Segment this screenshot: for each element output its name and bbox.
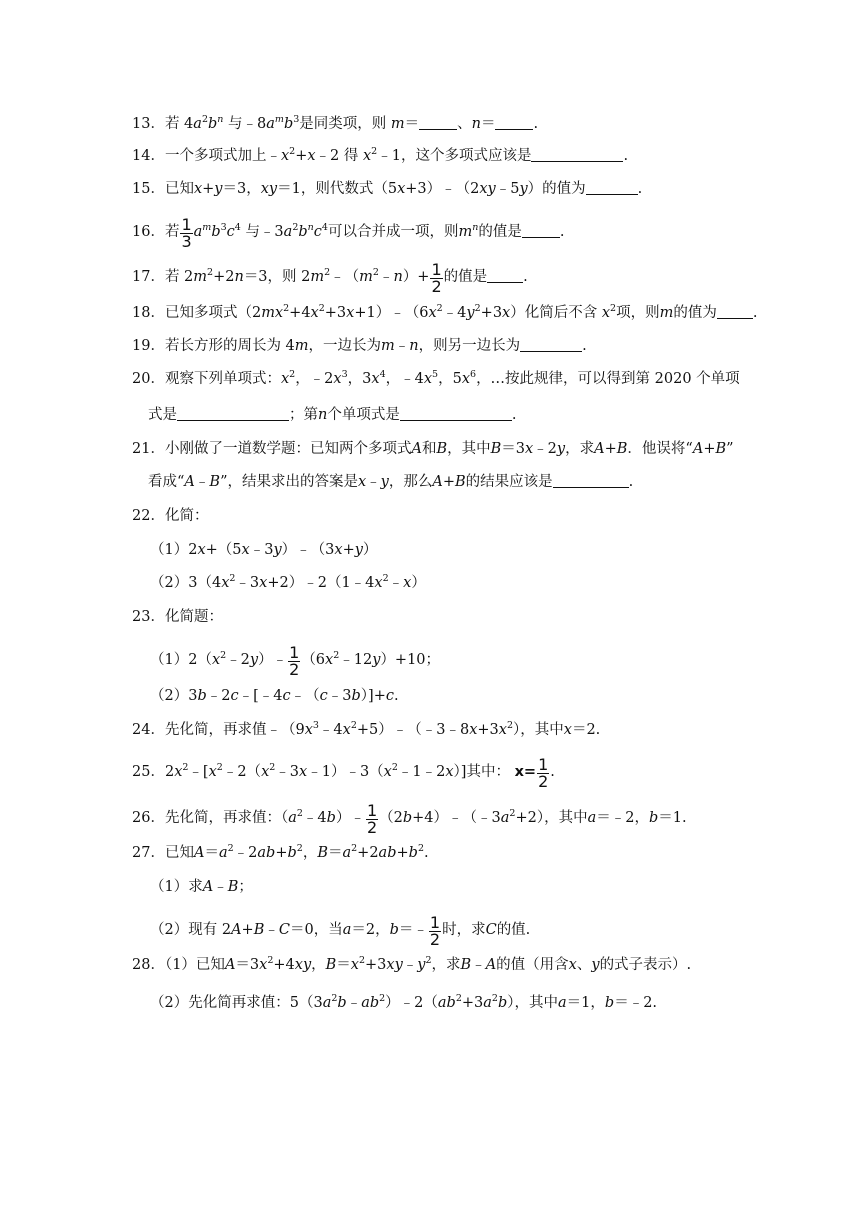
- fraction: $\frac{1}{2}$: [289, 643, 300, 679]
- problem-21-cont: 看成“A﹣B”，结果求出的答案是x﹣y，那么A+B的结果应该是 .: [148, 474, 634, 490]
- problem-27-part-1: （1）求A﹣B；: [150, 879, 253, 895]
- answer-blank[interactable]: [522, 223, 560, 238]
- problem-26: 26．先化简，再求值：$(a^2﹣4b)﹣$ $\frac{1}{2}$ $(2b+4)﹣(﹣3a^2+2)$，其中a＝﹣2，b＝1.: [132, 801, 687, 837]
- fraction: $\frac{1}{2}$: [431, 260, 442, 296]
- problem-21: 21．小刚做了一道数学题：已知两个多项式A和B，其中B＝3x﹣2y，求A+B．他误将“A+B”: [132, 441, 734, 457]
- problem-18: 18．已知多项式$(2mx^2+4x^2+3x+1)﹣(6x^2﹣4y^2+3x)$化简后不含 $x^2$项，则m的值为 .: [132, 303, 758, 321]
- answer-blank[interactable]: [495, 115, 533, 130]
- answer-blank[interactable]: [717, 304, 753, 319]
- problem-27: 27．已知$A=a^2﹣2ab+b^2$，$B=a^2+2ab+b^2$.: [132, 843, 429, 861]
- problem-16: 16．若 $\frac{1}{3}$ $a^mb^3c^4$ 与$﹣3a^2b^nc^4$可以合并成一项，则$m^n$的值是 .: [132, 215, 565, 251]
- problem-28: 28．（1）已知$A=3x^2+4xy$，$B=x^2+3xy﹣y^2$，求B﹣A的值（用含x、y的式子表示）.: [132, 955, 692, 973]
- problem-17: 17．若 $2m^2+2n=3$，则 $2m^2﹣(m^2﹣n)+$ $\frac{1}{2}$ 的值是 .: [132, 260, 528, 296]
- answer-blank[interactable]: [531, 147, 623, 162]
- fraction: $\frac{1}{3}$: [181, 215, 192, 251]
- problem-23: 23．化简题：: [132, 609, 223, 625]
- problem-22-part-2: $(2)3(4x^2﹣3x+2)﹣2(1﹣4x^2﹣x)$: [150, 573, 426, 591]
- problem-22: 22．化简：: [132, 508, 209, 524]
- answer-blank[interactable]: [487, 268, 523, 283]
- answer-blank[interactable]: [553, 473, 629, 488]
- problem-22-part-1: （1）2x+（5x﹣3y）﹣（3x+y）: [150, 542, 378, 558]
- fraction: $\frac{1}{2}$: [429, 913, 441, 949]
- answer-blank[interactable]: [520, 337, 582, 352]
- answer-blank[interactable]: [586, 180, 638, 195]
- problem-19: 19．若长方形的周长为 4m，一边长为m﹣n，则另一边长为 .: [132, 338, 587, 354]
- problem-20-cont: 式是 ；第n个单项式是 .: [148, 407, 517, 423]
- problem-24: 24．先化简，再求值$﹣(9x^3﹣4x^2+5)﹣(﹣3﹣8x+3x^2)$，其中x＝2.: [132, 720, 601, 738]
- problem-20: 20．观察下列单项式：$x^2$，$﹣2x^3$，$3x^4$，$﹣4x^5$，$5x^6$，…按此规律，可以得到第 2020 个单项: [132, 369, 740, 387]
- problem-13: 13．若 $4a^2b^n$ 与$﹣8a^mb^3$是同类项，则 m＝ 、n＝ .: [132, 114, 539, 132]
- problem-27-part-2: （2）现有 2A+B﹣C＝0，当a＝2，b＝﹣ $\frac{1}{2}$ 时，求C的值.: [150, 913, 531, 949]
- fraction: $\frac{1}{2}$: [366, 801, 378, 837]
- problem-15: 15．已知x+y＝3，xy＝1，则代数式（5x+3）﹣（2xy﹣5y）的值为 .: [132, 181, 643, 197]
- answer-blank[interactable]: [177, 406, 289, 421]
- problem-28-part-2: （2）先化简再求值：$5(3a^2b﹣ab^2)﹣2(ab^2+3a^2b)$，其中a＝1，b＝﹣2.: [150, 993, 658, 1011]
- problem-23-part-2: （2）3b﹣2c﹣[﹣4c﹣（c﹣3b）]+c.: [150, 688, 399, 704]
- answer-blank[interactable]: [400, 406, 512, 421]
- problem-25: 25．$2x^2﹣[x^2﹣2(x^2﹣3x﹣1)﹣3(x^2﹣1﹣2x)]$其中： x= $\frac{1}{2}$ .: [132, 755, 555, 791]
- problem-23-part-1: $(1)2(x^2﹣2y)﹣$ $\frac{1}{2}$ $(6x^2﹣12y)+10$；: [150, 643, 441, 679]
- fraction: $\frac{1}{2}$: [538, 755, 549, 791]
- answer-blank[interactable]: [419, 115, 457, 130]
- problem-14: 14．一个多项式加上$﹣x^2+x﹣2$ 得 $x^2﹣1$，这个多项式应该是 .: [132, 146, 629, 164]
